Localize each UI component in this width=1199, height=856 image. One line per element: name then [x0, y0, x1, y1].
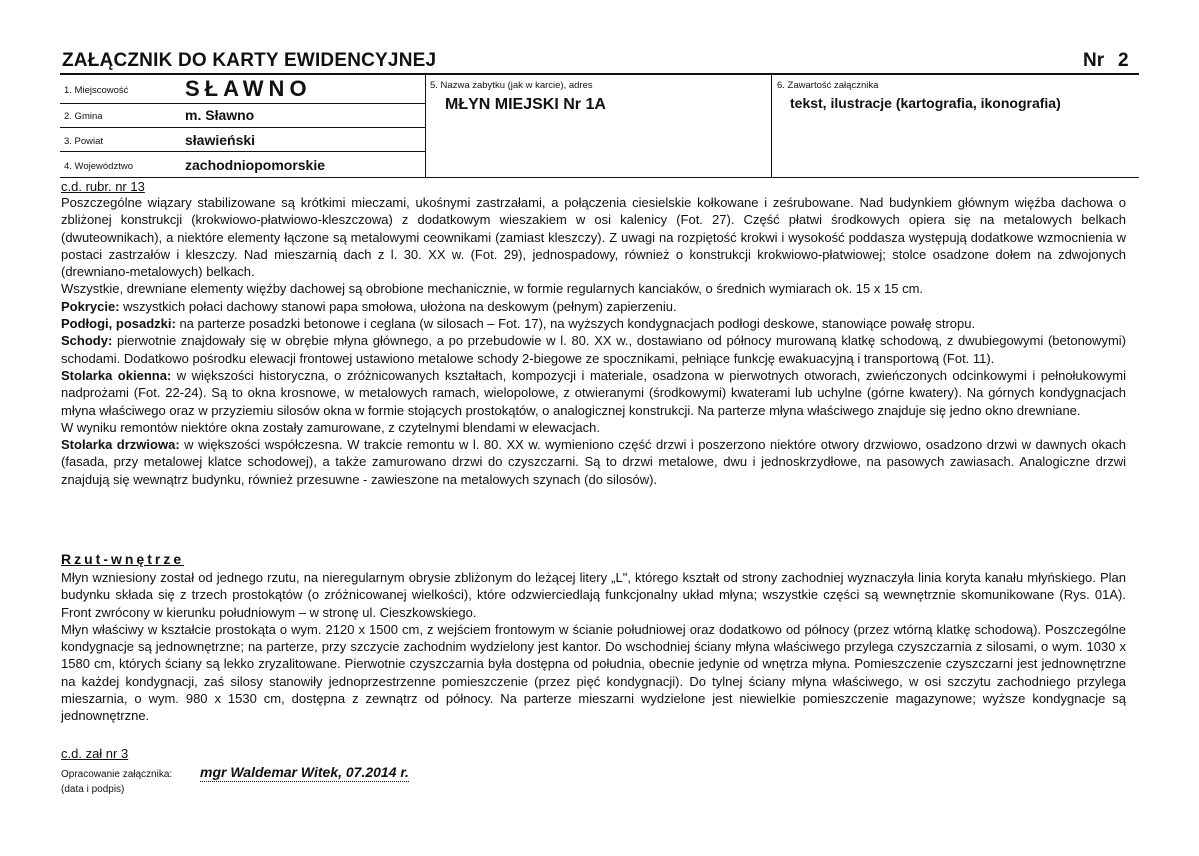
- prepared-by-label: Opracowanie załącznika:: [61, 769, 173, 780]
- form-bottom-rule: [60, 177, 1139, 178]
- text-podlogi: na parterze posadzki betonowe i ceglana (w silosach – Fot. 17), na wyższych kondygnacjach podłogi deskowe, stanowiące powałę stropu.: [175, 316, 976, 332]
- label-stolarka-drzwiowa: Stolarka drzwiowa:: [61, 437, 180, 453]
- nr-label: Nr: [1083, 50, 1105, 71]
- paragraph-stolarka-drzwiowa: [61, 436, 1126, 488]
- form-top-rule: [60, 73, 1139, 75]
- form-row-rule: [60, 151, 425, 152]
- field-value-miejscowosc: SŁAWNO: [185, 76, 312, 101]
- field-label-zawartosc: 6. Zawartość załącznika: [777, 80, 879, 91]
- text-schody: pierwotnie znajdowały się w obrębie młyna głównego, a po przebudowie w l. 80. XX w., dostawiano od północy murowaną klatkę schodową, z dwubiegowymi (betonowymi) schodami. Dodatkowo pośrodku elewacji frontowej ustawiono metalowe schody 2-biegowe ze spocznikami, pełniące funkcję ewakuacyjną i transportową (Fot. 11).: [61, 333, 1126, 366]
- paragraph-rzut: Młyn wzniesiony został od jednego rzutu, na nieregularnym obrysie zbliżonym do leżącej litery „L", którego kształt od strony zachodniej wyznaczyła linia koryta kanału młyńskiego. Plan budynku składa się z trzech prostokątów (o zróżnicowanej wielkości), które odzwierciedlają funkcjonalny układ młyna; wszystkie części są wewnętrznie skomunikowane (Rys. 01A). Front zwrócony w kierunku południowym – w stronę ul. Cieszkowskiego.: [61, 570, 1126, 620]
- field-value-powiat: sławieński: [185, 132, 256, 148]
- form-divider-right: [771, 74, 772, 178]
- field-value-wojewodztwo: zachodniopomorskie: [185, 157, 326, 173]
- field-label-wojewodztwo: 4. Województwo: [64, 161, 133, 172]
- paragraph-wiezba-elements: Wszystkie, drewniane elementy więźby dachowej są obrobione mechanicznie, w formie regularnych kanciaków, o średnich wymiarach ok. 15 x 15 cm.: [61, 281, 924, 297]
- text-stolarka-okienna: w większości historyczna, o zróżnicowanych kształtach, kompozycji i materiale, osadzona w pierwotnych otworach, zwieńczonych odcinkowymi i pełnołukowymi nadprożami (Fot. 22-24). Są to okna krosnowe, w metalowych ramach, wielopolowe, z otwieranymi (środkowymi) kwaterami lub uchylne (górne kwatery). Na górnych kondygnacjach młyna właściwego oraz w przyziemiu silosów okna w formie stojących prostokątów, o analogicznej konstrukcji. Na parterze młyna właściwego znajduje się jedno okno drewniane.: [61, 367, 1126, 418]
- description-body: [61, 194, 1126, 488]
- paragraph-okna-zamurowane: W wyniku remontów niektóre okna zostały zamurowane, z czytelnymi blendami w elewacjach.: [61, 419, 600, 435]
- field-label-miejscowosc: 1. Miejscowość: [64, 85, 129, 96]
- field-value-gmina: m. Sławno: [185, 107, 255, 123]
- ref-continuation: c.d. rubr. nr 13: [61, 179, 145, 194]
- field-value-nazwa: MŁYN MIEJSKI Nr 1A: [445, 96, 606, 113]
- form-row-rule: [60, 103, 425, 104]
- paragraph-podlogi: [61, 315, 1126, 332]
- label-schody: Schody:: [61, 333, 113, 349]
- label-pokrycie: Pokrycie:: [61, 298, 120, 314]
- text-pokrycie: wszystkich połaci dachowy stanowi papa smołowa, ułożona na deskowym (pełnym) zapierzeniu.: [119, 298, 677, 314]
- field-label-powiat: 3. Powiat: [64, 136, 104, 147]
- paragraph-stolarka-okienna: [61, 367, 1126, 419]
- text-stolarka-drzwiowa: w większości współczesna. W trakcie remontu w l. 80. XX w. wymieniono część drzwi i poszerzono niektóre otwory drzwiowo, osadzono drzwi w dawnych okach (fasada, przy metalowej klatce schodowej), a także zamurowano drzwi do czyszczarni. Są to drzwi metalowe, dwu i jednoskrzydłowe, na pasowych zawiasach. Analogiczne drzwi znajdują się wewnątrz budynku, również przesuwne - zawieszone na metalowych szynach (do silosów).: [61, 437, 1127, 487]
- nr-value: 2: [1118, 50, 1129, 71]
- form-divider-left: [425, 74, 426, 178]
- field-label-gmina: 2. Gmina: [64, 111, 103, 122]
- paragraph-schody: [61, 332, 1126, 367]
- field-value-zawartosc: tekst, ilustracje (kartografia, ikonografia): [790, 95, 1061, 111]
- section-body-rzut: [61, 569, 1126, 725]
- ref-next-attachment: c.d. zał nr 3: [61, 746, 129, 761]
- page-title: ZAŁĄCZNIK DO KARTY EWIDENCYJNEJ: [62, 50, 437, 71]
- form-row-rule: [60, 127, 425, 128]
- label-stolarka-okienna: Stolarka okienna:: [61, 367, 172, 383]
- signature: mgr Waldemar Witek, 07.2014 r.: [200, 764, 409, 780]
- prepared-by-sublabel: (data i podpis): [61, 784, 125, 795]
- section-heading-rzut: Rzut-wnętrze: [61, 551, 185, 567]
- field-label-nazwa: 5. Nazwa zabytku (jak w karcie), adres: [430, 80, 593, 91]
- paragraph-wiezba: Poszczególne wiązary stabilizowane są krótkimi mieczami, ukośnymi zastrzałami, a połączenia ciesielskie kołkowane i ześrubowane. Nad budynkiem głównym więźba dachowa o zbliżonej konstrukcji (krokwiowo-płatwiowo-kleszczowa) z dodatkowym wieszakiem w osi kalenicy (Fot. 27). Część płatwi środkowych opiera się na metalowych belkach (dwuteownikach), a niektóre elementy łączone są metalowymi ceownikami (zamiast kleszczy). Z uwagi na rozpiętość krokwi i wysokość poddasza występują dodatkowe wzmocnienia w postaci zastrzałów i kleszczy. Nad mieszarnią dach z l. 30. XX w. (Fot. 29), jednospadowy, również o konstrukcji krokwiowo-płatwiowej; stolce osadzone dołem na zdwojonych (drewniano-metalowych) belkach.: [61, 195, 1126, 280]
- paragraph-mlyn-wlasciwy: Młyn właściwy w kształcie prostokąta o wym. 2120 x 1500 cm, z wejściem frontowym w ścianie południowej oraz dodatkowo od północy (przez wtórną klatkę schodową). Poszczególne kondygnacje są jednownętrzne; na parterze, przy szczycie zachodnim wydzielony jest kantor. Do wschodniej ściany młyna właściwego przylega czyszczarnia z silosami, o wym. 1030 x 1580 cm, których ściany są lekko zryzalitowane. Pierwotnie czyszczarnia była dostępna od południa, obecnie jedynie od wnętrza młyna. Pomieszczenie czyszczarni jest jednownętrzne na każdej kondygnacji, zaś silosy stanowiły jednoprzestrzenne pomieszczenie (przez pięć kondygnacji). Do tylnej ściany młyna właściwego, w osi szczytu zachodniego przylega mieszarnia, o wym. 980 x 1530 cm, dostępna z zewnątrz od północy. Na parterze mieszarni wydzielone jest niewielkie pomieszczenie magazynowe; wyższe kondygnacje są jednownętrzne.: [61, 621, 1126, 724]
- paragraph-pokrycie: [61, 298, 1126, 315]
- label-podlogi: Podłogi, posadzki:: [61, 316, 176, 332]
